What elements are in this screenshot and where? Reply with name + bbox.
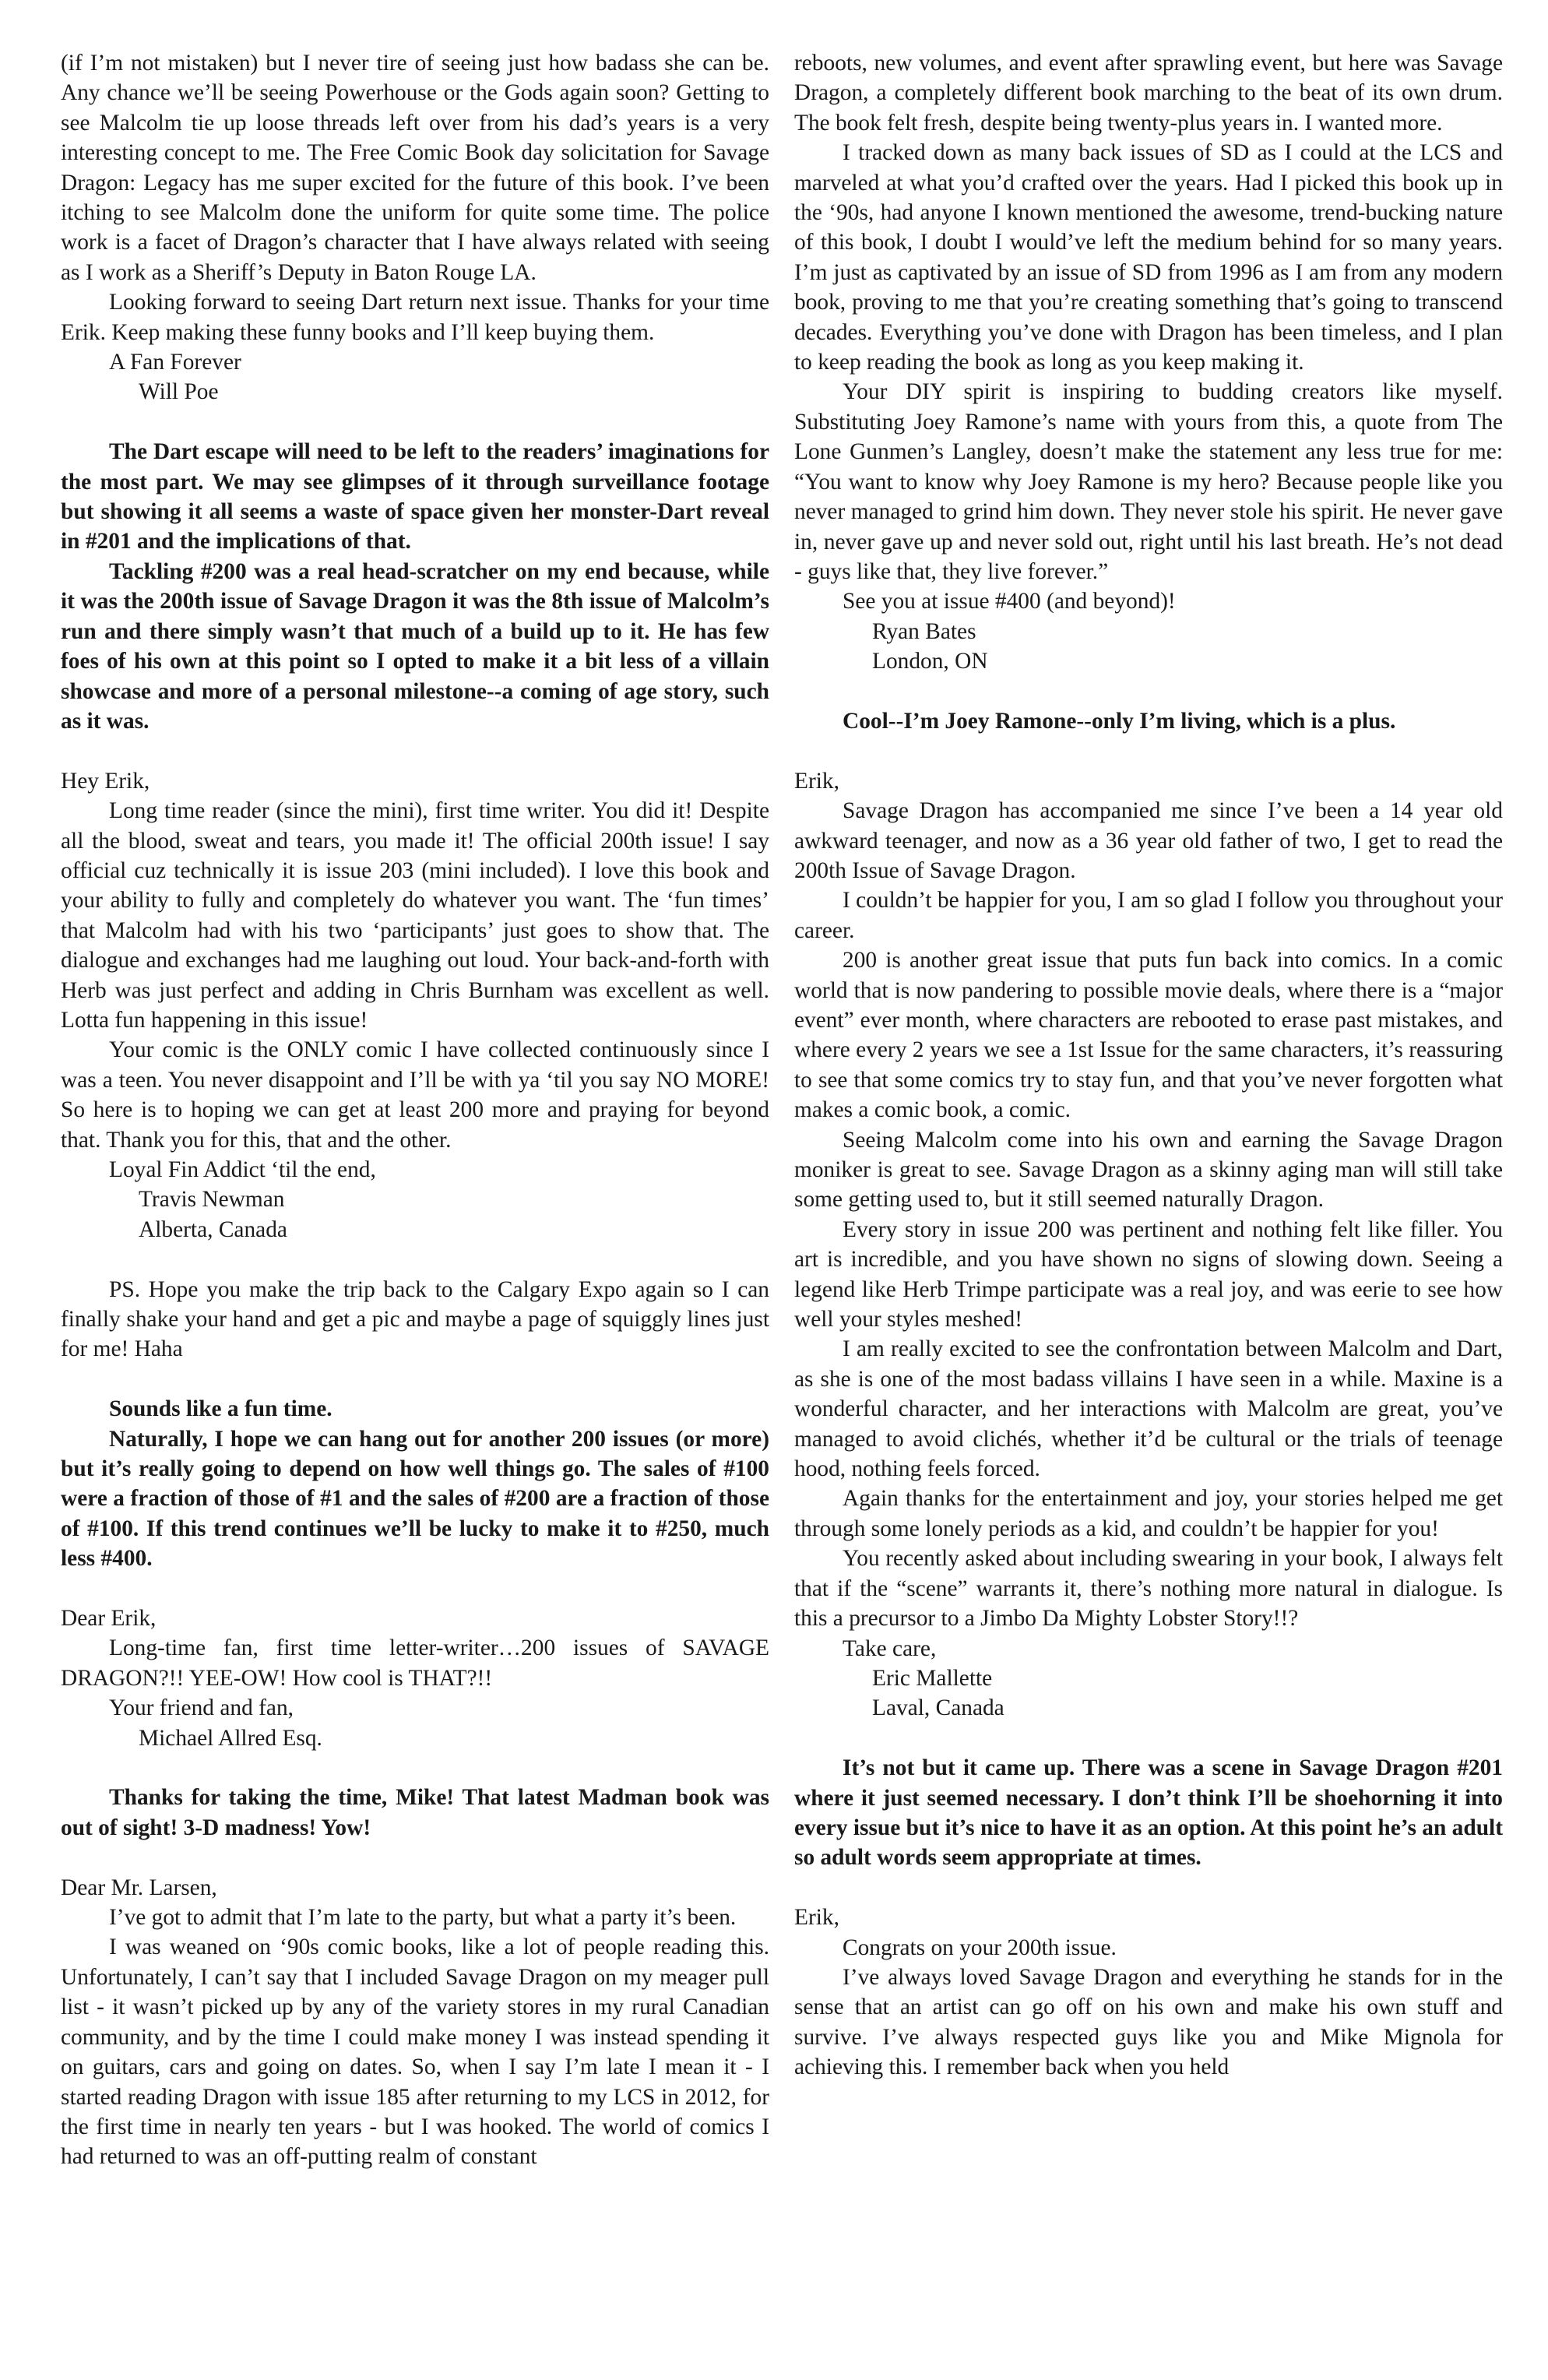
letter-greeting: Erik, [794, 1905, 839, 1931]
paragraph: Looking forward to seeing Dart return next issue. Thanks for your time Erik. Keep making these funny books and I’ll keep buying them. [61, 290, 769, 345]
letter-greeting: Dear Mr. Larsen, [61, 1875, 217, 1900]
signoff: Take care, [843, 1635, 937, 1661]
editor-reply: Tackling #200 was a real head-scratcher on my end because, while it was the 200th issue of Savage Dragon it was the 8th issue of Malcolm’s run and there simply wasn’t that much of a build up to it. He has few foes of his own at this point so I opted to make it a bit less of a villain showcase and more of a personal milestone--a coming of age story, such as it was. [61, 558, 769, 734]
editor-reply: Sounds like a fun time. [109, 1396, 332, 1422]
signoff: Your friend and fan, [109, 1695, 294, 1721]
paragraph: I am really excited to see the confrontation between Malcolm and Dart, as she is one of the most badass villains I have seen in a while. Maxine is a wonderful character, and her interactions with Malcolm are great, you’ve managed to avoid clichés, whether it’d be cultural or the trials of teenage hood, nothing feels forced. [794, 1336, 1503, 1482]
editor-reply: It’s not but it came up. There was a scene in Savage Dragon #201 where it just seemed necessary. I don’t think I’ll be shoehorning it into every issue but it’s nice to have it as an option. At this point he’s an adult so adult words seem appropriate at times. [794, 1755, 1503, 1871]
paragraph: Seeing Malcolm come into his own and earning the Savage Dragon moniker is great to see. Savage Dragon as a skinny aging man will still take some getting used to, but it still seemed naturally Dragon. [794, 1127, 1503, 1213]
editor-reply: Thanks for taking the time, Mike! That latest Madman book was out of sight! 3-D madness! Yow! [61, 1785, 769, 1840]
paragraph: I couldn’t be happier for you, I am so glad I follow you throughout your career. [794, 888, 1503, 943]
letter-greeting: Hey Erik, [61, 768, 150, 794]
signature-location: Alberta, Canada [139, 1216, 287, 1242]
right-column [794, 48, 1503, 2082]
paragraph: Savage Dragon has accompanied me since I’ve been a 14 year old awkward teenager, and now as a 36 year old father of two, I get to read the 200th Issue of Savage Dragon. [794, 798, 1503, 883]
signoff: See you at issue #400 (and beyond)! [843, 589, 1176, 614]
paragraph: I was weaned on ‘90s comic books, like a lot of people reading this. Unfortunately, I can’t say that I included Savage Dragon on my meager pull list - it wasn’t picked up by any of the variety stores in my rural Canadian community, and by the time I could make money I was instead spending it on guitars, cars and going on dates. So, when I say I’m late I mean it - I started reading Dragon with issue 185 after returning to my LCS in 2012, for the first time in nearly ten years - but I was hooked. The world of comics I had returned to was an off-putting realm of constant [61, 1935, 769, 2170]
editor-reply: The Dart escape will need to be left to the readers’ imaginations for the most part. We may see glimpses of it through surveillance footage but showing it all seems a waste of space given her monster-Dart reveal in #201 and the implications of that. [61, 439, 769, 555]
signature-location: Laval, Canada [872, 1695, 1004, 1721]
signoff: Loyal Fin Addict ‘til the end, [109, 1157, 376, 1182]
paragraph: Again thanks for the entertainment and joy, your stories helped me get through some lonely periods as a kid, and couldn’t be happier for you! [794, 1486, 1503, 1541]
letter-greeting: Erik, [794, 768, 839, 794]
signature: Travis Newman [139, 1187, 285, 1213]
paragraph: Long time reader (since the mini), first time writer. You did it! Despite all the blood, sweat and tears, you made it! The official 200th issue! I say official cuz technically it is issue 203 (mini included). I love this book and your ability to fully and completely do whatever you want. The ‘fun times’ that Malcolm had with his two ‘participants’ just goes to show that. The dialogue and exchanges had me laughing out loud. Your back-and-forth with Herb was just perfect and adding in Chris Burnham was excellent as well. Lotta fun happening in this issue! [61, 798, 769, 1033]
letter-greeting: Dear Erik, [61, 1606, 157, 1632]
left-column [61, 48, 769, 2172]
paragraph: Congrats on your 200th issue. [843, 1935, 1117, 1960]
editor-reply: Naturally, I hope we can hang out for another 200 issues (or more) but it’s really going to depend on how well things go. The sales of #100 were a fraction of those of #1 and the sales of #200 are a fraction of those of #100. If this trend continues we’ll be lucky to make it to #250, much less #400. [61, 1426, 769, 1572]
paragraph: Every story in issue 200 was pertinent and nothing felt like filler. You art is incredible, and you have shown no signs of slowing down. Seeing a legend like Herb Trimpe participate was a real joy, and was eerie to see how well your styles meshed! [794, 1216, 1503, 1333]
paragraph: Your DIY spirit is inspiring to budding creators like myself. Substituting Joey Ramone’s name with yours from this, a quote from The Lone Gunmen’s Langley, doesn’t make the statement any less true for me: “You want to know why Joey Ramone is my hero? Because people like you never managed to grind him down. They never stole his spirit. He never gave in, never gave up and never sold out, right until his last breath. He’s not dead - guys like that, they live forever.” [794, 379, 1503, 584]
paragraph: Long-time fan, first time letter-writer…200 issues of SAVAGE DRAGON?!! YEE-OW! How cool is THAT?!! [61, 1635, 769, 1691]
signature: Michael Allred Esq. [139, 1725, 322, 1751]
signature: Will Poe [139, 379, 219, 405]
signature: Ryan Bates [872, 618, 976, 644]
paragraph: I’ve got to admit that I’m late to the party, but what a party it’s been. [109, 1905, 737, 1931]
paragraph: Your comic is the ONLY comic I have collected continuously since I was a teen. You never disappoint and I’ll be with ya ‘til you say NO MORE! So here is to hoping we can get at least 200 more and praying for beyond that. Thank you for this, that and the other. [61, 1037, 769, 1153]
signature: Eric Mallette [872, 1665, 993, 1691]
paragraph: You recently asked about including swearing in your book, I always felt that if the “scene” warrants it, there’s nothing more natural in dialogue. Is this a precursor to a Jimbo Da Mighty Lobster Story!!? [794, 1546, 1503, 1632]
editor-reply: Cool--I’m Joey Ramone--only I’m living, which is a plus. [843, 708, 1396, 734]
paragraph: I tracked down as many back issues of SD as I could at the LCS and marveled at what you’d crafted over the years. Had I picked this book up in the ‘90s, had anyone I known mentioned the awesome, trend-bucking nature of this book, I doubt I would’ve left the medium behind for so many years. I’m just as captivated by an issue of SD from 1996 as I am from any modern book, proving to me that you’re creating something that’s going to transcend decades. Everything you’ve done with Dragon has been timeless, and I plan to keep reading the book as long as you keep making it. [794, 140, 1503, 375]
signoff: A Fan Forever [109, 350, 241, 375]
paragraph: I’ve always loved Savage Dragon and everything he stands for in the sense that an artist can go off on his own and make his own stuff and survive. I’ve always respected guys like you and Mike Mignola for achieving this. I remember back when you held [794, 1964, 1503, 2080]
signature-location: London, ON [872, 649, 988, 674]
paragraph: (if I’m not mistaken) but I never tire of seeing just how badass she can be. Any chance we’ll be seeing Powerhouse or the Gods again soon? Getting to see Malcolm tie up loose threads left over from his dad’s years is a very interesting concept to me. The Free Comic Book day solicitation for Savage Dragon: Legacy has me super excited for the future of this book. I’ve been itching to see Malcolm done the uniform for quite some time. The police work is a facet of Dragon’s character that I have always related with seeing as I work as a Sheriff’s Deputy in Baton Rouge LA. [61, 51, 769, 285]
paragraph: 200 is another great issue that puts fun back into comics. In a comic world that is now pandering to possible movie deals, where there is a “major event” ever month, where characters are rebooted to erase past mistakes, and where every 2 years we see a 1st Issue for the same characters, it’s reassuring to see that some comics try to stay fun, and that you’ve never forgotten what makes a comic book, a comic. [794, 948, 1503, 1123]
paragraph: reboots, new volumes, and event after sprawling event, but here was Savage Dragon, a completely different book marching to the beat of its own drum. The book felt fresh, despite being twenty-plus years in. I wanted more. [794, 51, 1503, 136]
paragraph: PS. Hope you make the trip back to the Calgary Expo again so I can finally shake your hand and get a pic and maybe a page of squiggly lines just for me! Haha [61, 1276, 769, 1362]
